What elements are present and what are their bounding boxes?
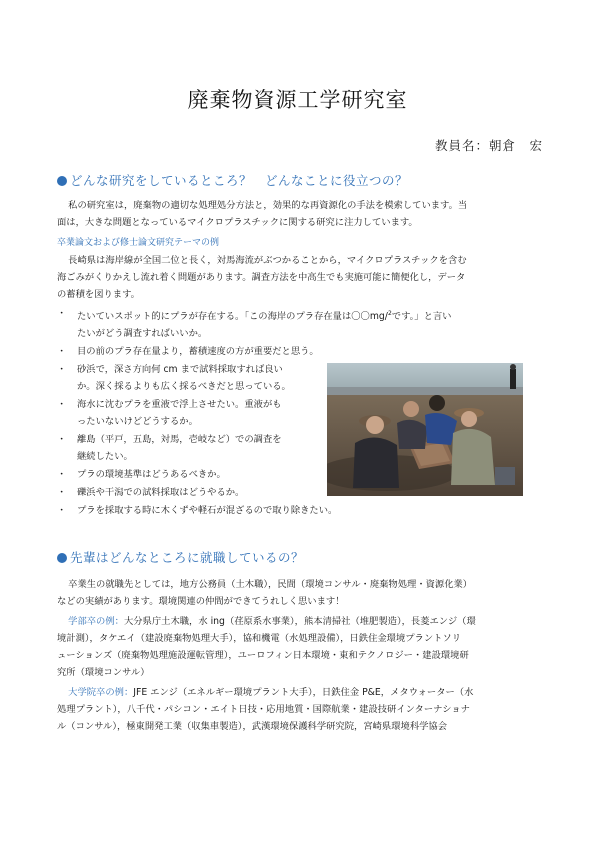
list-item: ・ 離島（平戸，五島，対馬，壱岐など）での調査を 継続したい。 <box>57 434 282 462</box>
research-intro: 私の研究室は，廃棄物の適切な処理処分方法と，効果的な再資源化の手法を模索しています。当 面は，大きな問題となっているマイクロプラスチックに関する研究に注力しています。 <box>57 200 468 228</box>
filled-circle-icon <box>57 553 67 563</box>
section-heading-research: どんな研究をしているところ？ どんなことに役立つの？ <box>57 171 408 189</box>
list-item: ・ プラを採取する時に木くずや軽石が混ざるので取り除きたい。 <box>57 505 338 516</box>
thesis-theme-text: 長崎県は海岸線が全国二位と長く，対馬海流がぶつかることから，マイクロプラスチックを含む 海ごみがくりかえし流れ着く問題があります。調査方法を中高生でも実施可能に簡便化し，データ の蓄積を図ります。 <box>57 255 467 300</box>
list-item: ・ 礫浜や干潟での試料採取はどうやるか。 <box>57 487 245 498</box>
page-title: 廃棄物資源工学研究室 <box>187 88 408 112</box>
thesis-theme-subheading: 卒業論文および修士論文研究テーマの例 <box>57 238 220 248</box>
beach-survey-photo <box>327 363 523 496</box>
filled-circle-icon <box>57 176 67 186</box>
list-item: ・ 砂浜で，深さ方向何 cm まで試料採取すれば良い か。深く採るよりも広く採るべきだと思っている。 <box>57 364 291 392</box>
list-item: ・ プラの環境基準はどうあるべきか。 <box>57 469 226 480</box>
careers-intro: 卒業生の就職先としては，地方公務員（土木職），民間（環境コンサル・廃棄物処理・資源化業） などの実績があります。環境関連の仲間ができてうれしく思います！ <box>57 579 473 607</box>
teacher-name: 教員名：朝倉 宏 <box>434 138 543 153</box>
undergrad-careers: 学部卒の例：大分県庁土木職，水 ing（荏原系水事業），熊本清掃社（堆肥製造），長菱エンジ（環 境計測），タケエイ（建設廃棄物処理大手），協和機電（水処理設備），日鉄住金環境プラントソリ ューションズ（廃棄物処理施設運転管理），ユーロフィン日本環境・東和テクノロジー・建設環境研 究所（環境コンサル） <box>57 616 476 678</box>
section-heading-careers: 先輩はどんなところに就職しているの？ <box>57 548 304 566</box>
list-item: ・ 目の前のプラ存在量より，蓄積速度の方が重要だと思う。 <box>57 346 319 357</box>
grad-careers: 大学院卒の例：JFE エンジ（エネルギー環境プラント大手），日鉄住金 P&E，メタウォーター（水 処理プラント），八千代・パシコン・エイト日技・応用地質・国際航業・建設技研インターナショナ ル（コンサル），極東開発工業（収集車製造），武漢環境保護科学研究院，宮崎県環境科学協会 <box>57 687 474 732</box>
list-item: ・ たいていスポット的にプラが存在する。「この海岸のプラ存在量は〇〇mg/$^2$です。」と言い たいがどう調査すればいいか。 <box>57 308 452 340</box>
list-item: ・ 海水に沈むプラを重液で浮上させたい。重液がも ったいないけどどうするか。 <box>57 399 282 427</box>
